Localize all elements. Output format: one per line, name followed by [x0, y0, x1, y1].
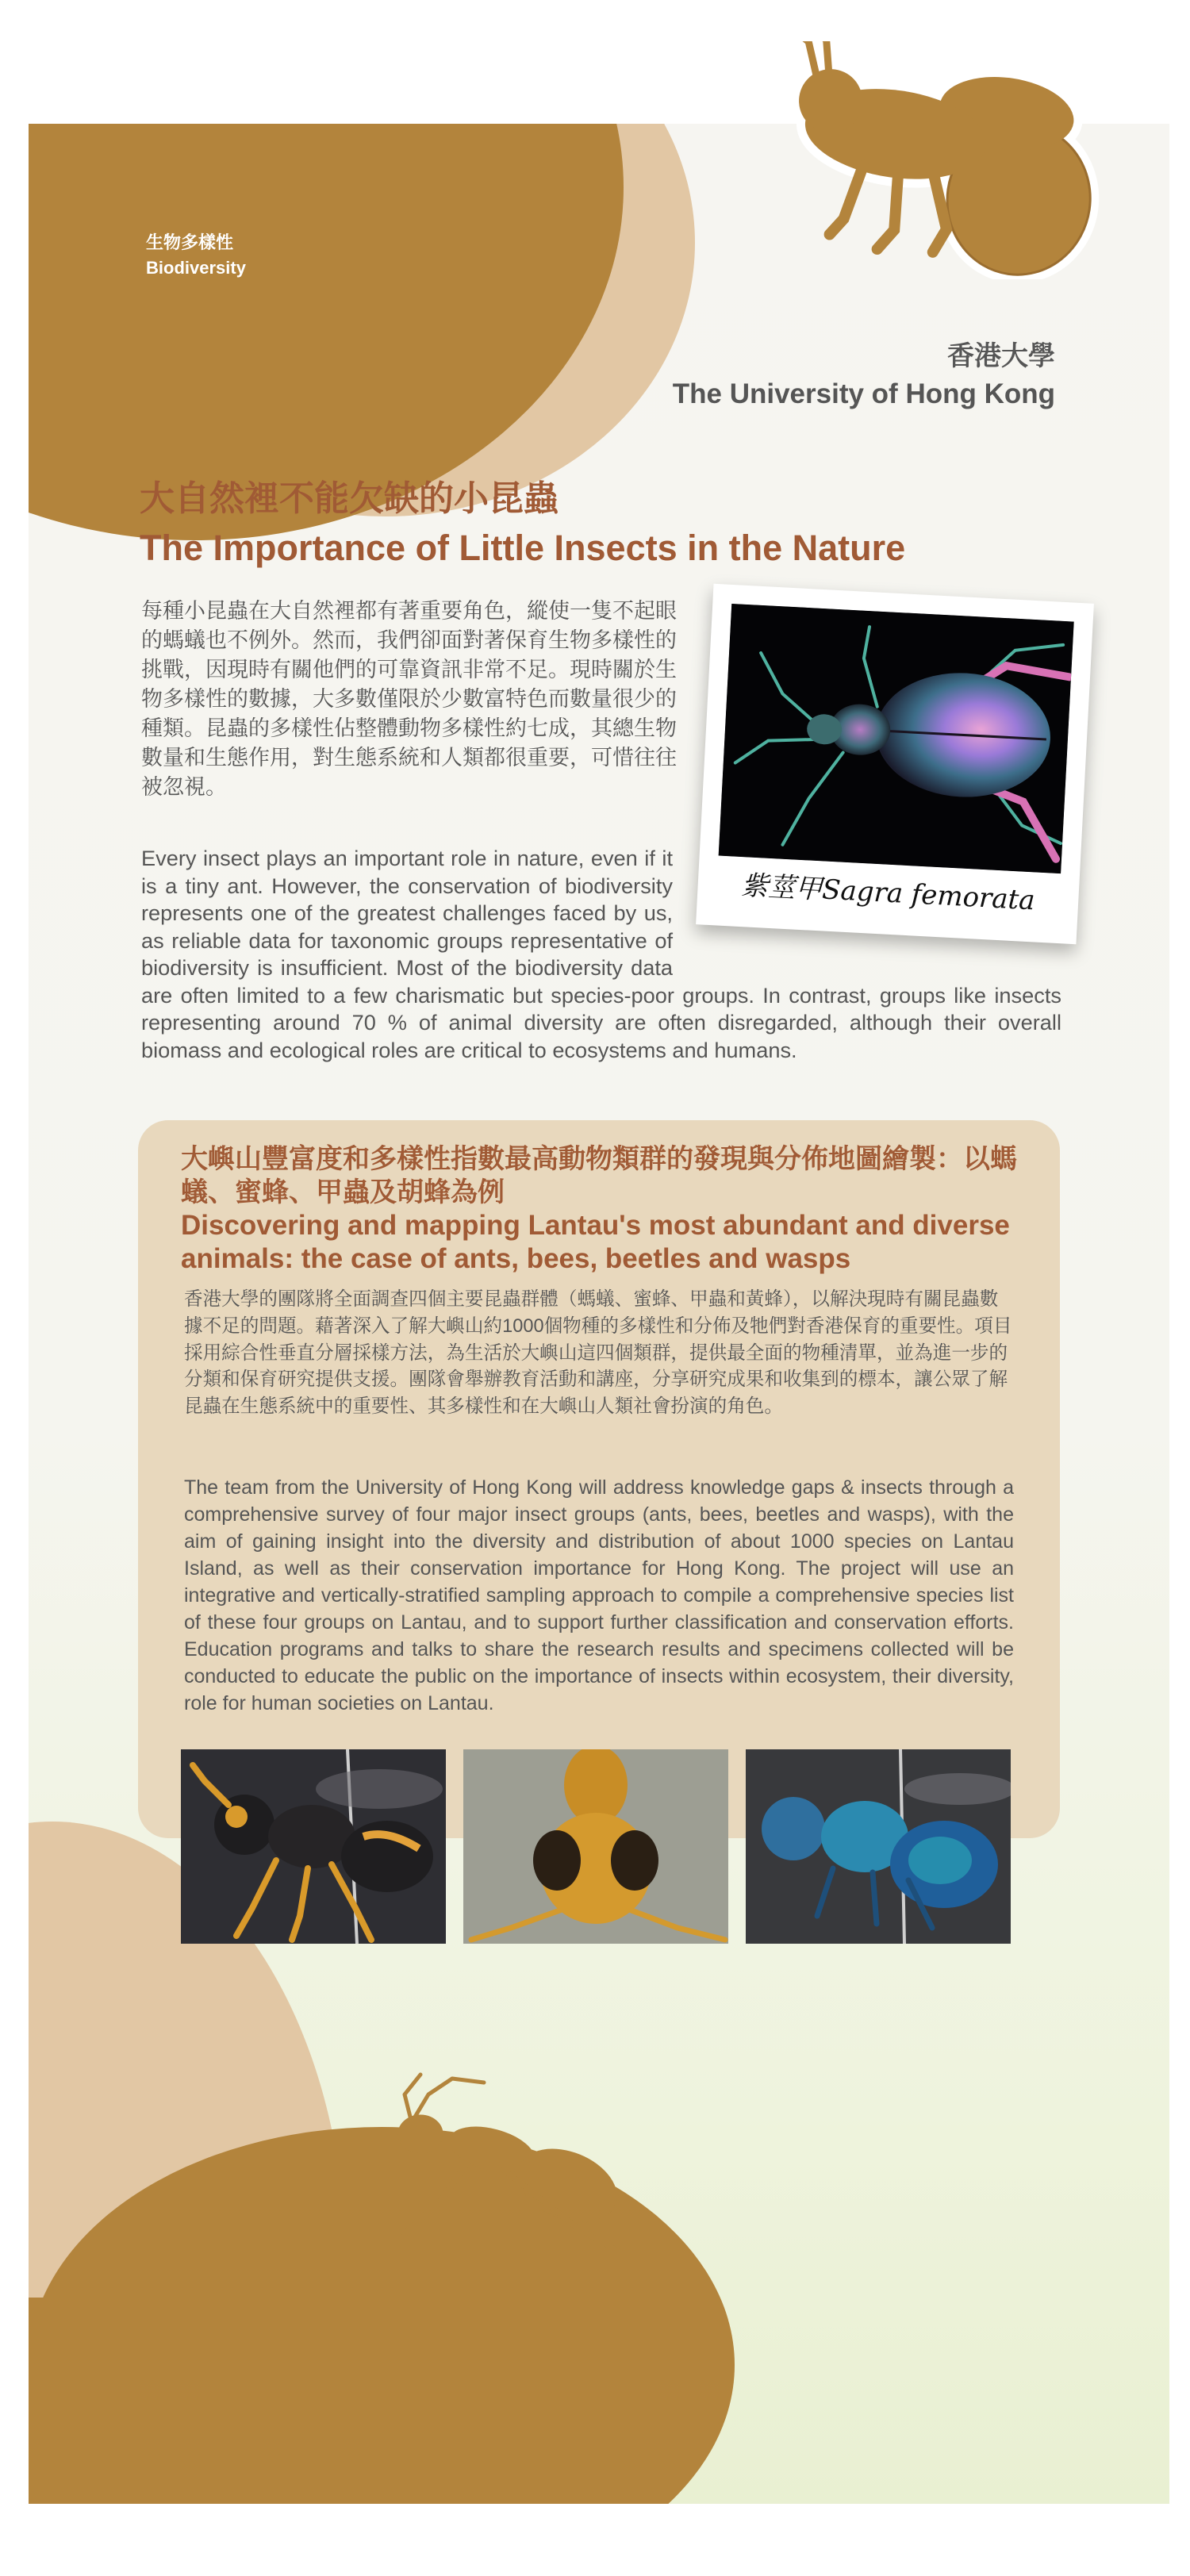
wasp-illustration [181, 1749, 446, 1944]
section1-body-en-text: Every insect plays an important role in nature, even if it is a tiny ant. However, the conservation of biodiversity represents one of the greatest challenges faced by us, as reliable data for taxonomic groups representative of biodiversity is insufficient. Most of the biodiversity data are often limited to a few charismatic but species-poor groups. In contrast, groups like insects representing around 70 % of animal diversity are often disregarded, although their overall biomass and ecological roles are critical to ecosystems and humans. [141, 846, 1061, 1062]
ant-head-illustration [463, 1749, 728, 1944]
section1-title-zh: 大自然裡不能欠缺的小昆蟲 [140, 479, 559, 518]
university-name [673, 337, 1055, 413]
wasp-photo [181, 1749, 446, 1944]
category-tag-en: Biodiversity [146, 258, 246, 278]
section2-title [181, 1142, 1054, 1276]
bee-icon [762, 41, 1119, 279]
ant-photo [463, 1749, 728, 1944]
section1-title [140, 474, 1076, 573]
section2-title-zh: 大嶼山豐富度和多樣性指數最高動物類群的發現與分佈地圖繪製：以螞蟻、蜜蜂、甲蟲及胡蜂為例 [181, 1144, 1017, 1207]
cuckoo-wasp-illustration [746, 1749, 1011, 1944]
ant-icon [373, 2063, 651, 2253]
university-name-zh: 香港大學 [947, 341, 1055, 371]
university-name-en: The University of Hong Kong [672, 378, 1055, 409]
category-tag-zh: 生物多樣性 [146, 232, 234, 252]
category-tag [146, 230, 246, 281]
section2-body-en: The team from the University of Hong Kong will address knowledge gaps & insects through a comprehensive survey of four major insect groups (ants, bees, beetles and wasps), with the aim of gaining insight into the diversity and distribution of about 1000 species on Lantau Island, as well as their conservation importance for Hong Kong. The project will use an integrative and vertically-stratified sampling approach to compile a comprehensive species list of these four groups on Lantau, and to support further classification and conservation efforts. Education programs and talks to share the research results and specimens collected will be conducted to educate the public on the importance of insects within ecosystem, their diversity, role for human societies on Lantau. [184, 1476, 1014, 1714]
section2-body-zh: 香港大學的團隊將全面調查四個主要昆蟲群體（螞蟻、蜜蜂、甲蟲和黃蜂），以解決現時有關昆蟲數據不足的問題。藉著深入了解大嶼山約1000個物種的多樣性和分佈及牠們對香港保育的重要性。項目採用綜合性垂直分層採樣方法，為生活於大嶼山這四個類群，提供最全面的物種清單，並為進一步的分類和保育研究提供支援。團隊會舉辦教育活動和講座，分享研究成果和收集到的標本，讓公眾了解昆蟲在生態系統中的重要性、其多樣性和在大嶼山人類社會扮演的角色。 [184, 1289, 1012, 1418]
polaroid-photo [696, 584, 1094, 945]
cuckoo-wasp-photo [746, 1749, 1011, 1944]
section1-title-en: The Importance of Little Insects in the Nature [140, 528, 906, 568]
section2-title-en: Discovering and mapping Lantau's most abundant and diverse animals: the case of ants, bees, beetles and wasps [181, 1210, 1010, 1274]
beetle-photo [719, 604, 1074, 873]
photo-caption: 紫莖甲Sagra femorata [740, 870, 1036, 917]
beetle-illustration [719, 604, 1074, 873]
section1-body-zh: 每種小昆蟲在大自然裡都有著重要角色，縱使一隻不起眼的螞蟻也不例外。然而，我們卻面對著保育生物多樣性的挑戰，因現時有關他們的可靠資訊非常不足。現時關於生物多樣性的數據，大多數僅限於少數富特色而數量很少的種類。昆蟲的多樣性佔整體動物多樣性約七成，其總生物數量和生態作用，對生態系統和人類都很重要，可惜往往被忽視。 [141, 599, 677, 799]
brown-blob-bottom-base [29, 2298, 267, 2504]
